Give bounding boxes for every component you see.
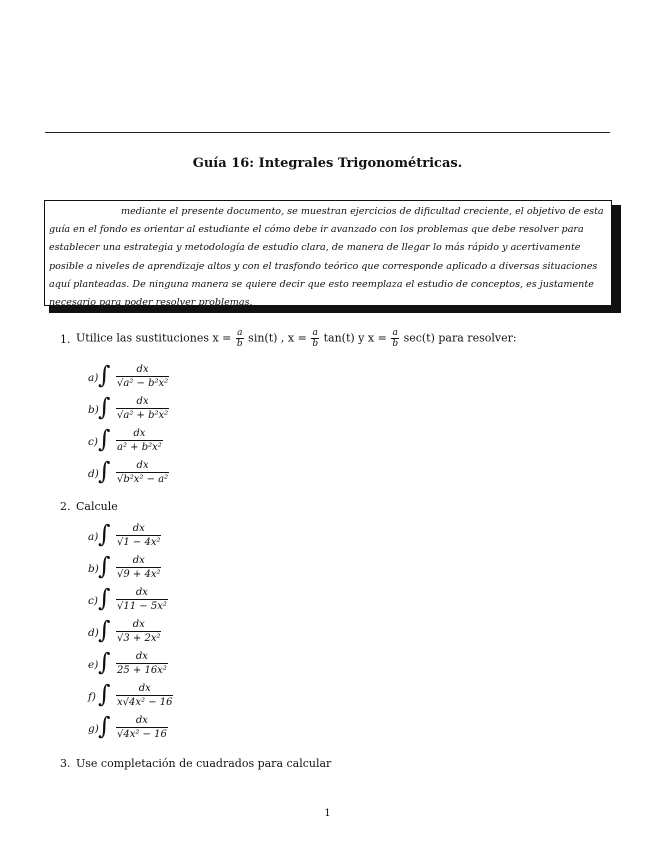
integrand-fraction: $\frac{dx}{\text{25 + 16x²}}$ bbox=[117, 651, 167, 676]
abstract-box bbox=[44, 200, 612, 309]
question-1-text bbox=[76, 328, 517, 349]
item-label: f) bbox=[88, 691, 96, 703]
q1-sub3: sec(t) para resolver: bbox=[403, 331, 517, 345]
integral-symbol: ∫ bbox=[98, 712, 111, 740]
item-label: c) bbox=[88, 436, 98, 448]
abstract-line: mediante el presente documento, se muestran ejercicios de dificultad creciente, el objetivo de esta bbox=[121, 206, 604, 217]
item-label: a) bbox=[88, 531, 99, 543]
item-label: g) bbox=[88, 723, 99, 735]
integral-symbol: ∫ bbox=[98, 520, 111, 548]
integrand-fraction: $\frac{dx}{\text{√b²x² − a²}}$ bbox=[117, 460, 169, 485]
item-label: a) bbox=[88, 372, 99, 384]
integral-symbol: ∫ bbox=[98, 616, 111, 644]
integrand-fraction: $\frac{dx}{\text{√11 − 5x²}}$ bbox=[117, 587, 167, 612]
item-label: d) bbox=[88, 468, 99, 480]
item-label: b) bbox=[88, 563, 99, 575]
integral-symbol: ∫ bbox=[98, 648, 111, 676]
page-number: 1 bbox=[324, 808, 331, 819]
question-1-number: 1. bbox=[60, 333, 71, 346]
header-rule bbox=[45, 132, 610, 133]
integrand-fraction: $\frac{dx}{\text{√a² − b²x²}}$ bbox=[117, 364, 169, 389]
abstract-line: posible a niveles de aprendizaje altos y con el trasfondo teórico que corresponde aplicado a diversas situaciones bbox=[49, 260, 598, 272]
integral-symbol: ∫ bbox=[98, 393, 111, 421]
item-label: e) bbox=[88, 659, 99, 671]
document-title: Guía 16: Integrales Trigonométricas. bbox=[192, 156, 463, 171]
fraction-a-over-b: $\frac{a}{b}$ bbox=[236, 328, 243, 349]
integrand-fraction: $\frac{dx}{\text{√3 + 2x²}}$ bbox=[117, 619, 161, 644]
abstract-line: necesario para poder resolver problemas. bbox=[49, 297, 253, 309]
question-2-text: Calcule bbox=[76, 500, 118, 513]
item-label: d) bbox=[88, 627, 99, 639]
integral-symbol: ∫ bbox=[98, 680, 111, 708]
item-label: b) bbox=[88, 404, 99, 416]
integrand-fraction: $\frac{dx}{\text{√9 + 4x²}}$ bbox=[117, 555, 161, 580]
q1-text-a: Utilice las sustituciones x = bbox=[76, 331, 232, 345]
fraction-a-over-b: $\frac{a}{b}$ bbox=[312, 328, 319, 349]
integral-symbol: ∫ bbox=[98, 361, 111, 389]
integral-symbol: ∫ bbox=[98, 584, 111, 612]
question-2-number: 2. bbox=[60, 500, 71, 513]
integral-symbol: ∫ bbox=[98, 552, 111, 580]
integrand-fraction: $\frac{dx}{\text{√a² + b²x²}}$ bbox=[117, 396, 169, 421]
question-3-number: 3. bbox=[60, 757, 71, 770]
q1-sub2: tan(t) y x = bbox=[323, 331, 387, 345]
abstract-line: guía en el fondo es orientar al estudiante el cómo debe ir avanzado con los problemas que debe resolver para bbox=[49, 224, 584, 236]
integral-symbol: ∫ bbox=[98, 425, 111, 453]
integral-symbol: ∫ bbox=[98, 457, 111, 485]
abstract-line: aquí planteadas. De ninguna manera se quiere decir que esto reemplaza el estudio de conceptos, es justamente bbox=[49, 278, 594, 290]
q1-sub1: sin(t) , x = bbox=[248, 331, 307, 345]
question-3-text: Use completación de cuadrados para calcular bbox=[76, 757, 332, 770]
item-label: c) bbox=[88, 595, 98, 607]
abstract-line: establecer una estrategia y metodología de estudio clara, de manera de llegar lo más rápido y acertivamente bbox=[49, 242, 581, 254]
integrand-fraction: $\frac{dx}{\text{a² + b²x²}}$ bbox=[117, 428, 162, 453]
integrand-fraction: $\frac{dx}{\text{√1 − 4x²}}$ bbox=[117, 523, 161, 548]
fraction-a-over-b: $\frac{a}{b}$ bbox=[392, 328, 399, 349]
integrand-fraction: $\frac{dx}{\text{√4x² − 16}}$ bbox=[117, 715, 167, 740]
integrand-fraction: $\frac{dx}{\text{x√4x² − 16}}$ bbox=[117, 683, 173, 708]
